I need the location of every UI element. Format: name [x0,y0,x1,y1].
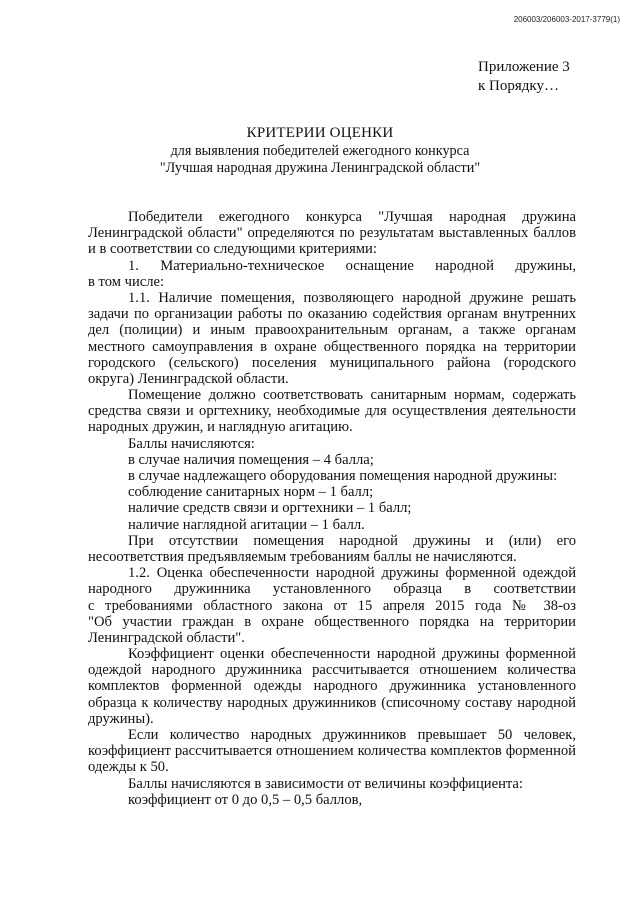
body-line: соблюдение санитарных норм – 1 балл; [128,484,374,501]
body-line: 1. Материально-техническое оснащение народной дружины, [128,257,576,274]
document-subtitle: "Лучшая народная дружина Ленинградской области" [159,160,481,176]
body-line: При отсутствии помещения народной дружины и (или) его [128,532,576,549]
body-line: 1.2. Оценка обеспеченности народной дружины форменной одеждой [128,565,576,582]
body-line: образца к количеству народных дружинников (списочному составу народной [88,694,576,711]
body-line: Баллы начисляются в зависимости от величины коэффициента: [128,775,523,792]
body-line: округа) Ленинградской области. [88,370,289,387]
body-line: наличие наглядной агитации – 1 балл. [128,516,365,533]
body-line: Баллы начисляются: [128,435,255,452]
body-line: наличие средств связи и оргтехники – 1 балл; [128,500,412,517]
document-body [88,209,576,808]
body-line: задачи по организации работы по оказанию содействия органам внутренних [88,306,576,323]
body-line: Если количество народных дружинников превышает 50 человек, [128,727,576,743]
document-subtitle: для выявления победителей ежегодного конкурса [170,143,470,159]
body-line: в том числе: [88,273,165,290]
body-line: народного дружинника установленного образца в соответствии [88,581,576,598]
body-line: Ленинградской области". [88,629,245,646]
document-number: 206003/206003-2017-3779(1) [513,15,620,24]
appendix-line: к Порядку… [478,78,559,94]
body-line: дружины). [88,710,154,727]
appendix-line: Приложение 3 [478,59,570,75]
body-line: народных дружин, и наглядную агитацию. [88,419,353,436]
body-line: и в соответствии со следующими критериями: [88,241,377,258]
body-line: несоответствия предъявляемым требованиям баллы не начисляются. [88,548,517,565]
title-block [0,124,640,177]
body-line: Коэффициент оценки обеспеченности народной дружины форменной [128,646,576,663]
appendix-reference [478,58,570,96]
body-line: коэффициент рассчитывается отношением количества комплектов форменной [88,743,576,760]
body-line: "Об участии граждан в охране общественного порядка на территории [88,613,576,630]
body-line: средства связи и оргтехнику, необходимые для осуществления деятельности [88,403,576,420]
body-line: дел (полиции) и иным правоохранительным органам, а также органам [88,322,576,339]
body-line: коэффициент от 0 до 0,5 – 0,5 баллов, [128,791,363,808]
body-line: комплектов форменной одежды народного дружинника установленного [88,678,576,695]
body-line: Помещение должно соответствовать санитарным нормам, содержать [128,387,576,404]
document-title: КРИТЕРИИ ОЦЕНКИ [246,125,394,141]
body-line: в случае наличия помещения – 4 балла; [128,451,374,468]
body-line: городского (сельского) поселения муниципального района (городского [88,354,576,371]
body-line: с требованиями областного закона от 15 апреля 2015 года № 38-оз [88,597,576,614]
body-line: одеждой народного дружинника рассчитывается отношением количества [88,662,576,679]
body-line: Ленинградской области" определяются по результатам выставленных баллов [88,225,576,242]
body-line: Победители ежегодного конкурса "Лучшая народная дружина [128,209,576,225]
body-line: местного самоуправления в охране общественного порядка на территории [88,338,576,355]
body-line: одежды к 50. [88,759,169,776]
body-line: 1.1. Наличие помещения, позволяющего народной дружине решать [128,289,576,306]
body-line: в случае надлежащего оборудования помещения народной дружины: [128,468,558,484]
